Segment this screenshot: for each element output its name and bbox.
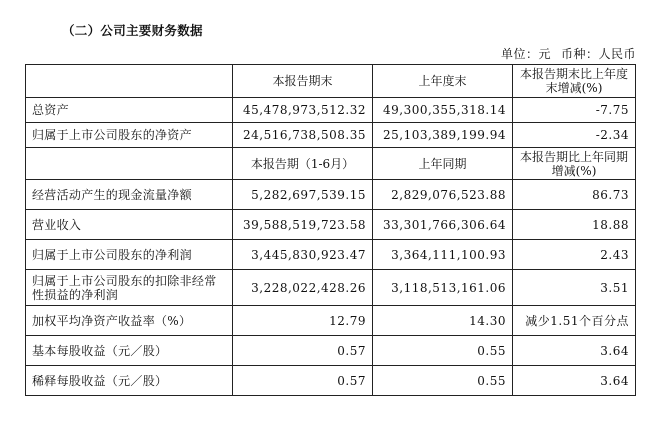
change-value: 减少1.51个百分点	[513, 306, 636, 336]
row-label: 经营活动产生的现金流量净额	[26, 180, 233, 210]
current-value: 45,478,973,512.32	[233, 98, 373, 123]
current-value: 5,282,697,539.15	[233, 180, 373, 210]
current-value: 3,445,830,923.47	[233, 240, 373, 270]
prior-value: 0.55	[373, 336, 513, 366]
financial-data-table	[25, 64, 636, 396]
table-row	[26, 336, 636, 366]
header-change-pct: 本报告期比上年同期增减(%)	[513, 148, 636, 180]
prior-value: 33,301,766,306.64	[373, 210, 513, 240]
header-blank-cell	[26, 148, 233, 180]
section-title: （二）公司主要财务数据	[62, 23, 203, 38]
row-label: 归属于上市公司股东的净利润	[26, 240, 233, 270]
change-value: -2.34	[513, 123, 636, 148]
table-row	[26, 180, 636, 210]
header-prior-year-end: 上年度末	[373, 65, 513, 98]
prior-value: 49,300,355,318.14	[373, 98, 513, 123]
row-label: 加权平均净资产收益率（%）	[26, 306, 233, 336]
table-row	[26, 270, 636, 306]
table-row	[26, 306, 636, 336]
table-row	[26, 98, 636, 123]
current-value: 3,228,022,428.26	[233, 270, 373, 306]
prior-value: 2,829,076,523.88	[373, 180, 513, 210]
row-label: 总资产	[26, 98, 233, 123]
header-row-period-end	[26, 65, 636, 98]
change-value: 18.88	[513, 210, 636, 240]
header-current-period: 本报告期（1-6月）	[233, 148, 373, 180]
row-label: 营业收入	[26, 210, 233, 240]
row-label: 基本每股收益（元／股）	[26, 336, 233, 366]
prior-value: 25,103,389,199.94	[373, 123, 513, 148]
currency-unit: 单位：元	[500, 47, 551, 61]
table-row	[26, 366, 636, 396]
row-label: 归属于上市公司股东的扣除非经常性损益的净利润	[26, 270, 233, 306]
change-value: -7.75	[513, 98, 636, 123]
header-prior-period: 上年同期	[373, 148, 513, 180]
current-value: 0.57	[233, 366, 373, 396]
table-row	[26, 240, 636, 270]
header-row-period	[26, 148, 636, 180]
change-value: 3.51	[513, 270, 636, 306]
header-change-pct: 本报告期末比上年度末增减(%)	[513, 65, 636, 98]
header-blank-cell	[26, 65, 233, 98]
money-type: 币种：人民币	[560, 47, 636, 61]
table-row	[26, 123, 636, 148]
current-value: 12.79	[233, 306, 373, 336]
header-current-period-end: 本报告期末	[233, 65, 373, 98]
change-value: 86.73	[513, 180, 636, 210]
current-value: 0.57	[233, 336, 373, 366]
prior-value: 0.55	[373, 366, 513, 396]
change-value: 2.43	[513, 240, 636, 270]
prior-value: 14.30	[373, 306, 513, 336]
table-row	[26, 210, 636, 240]
prior-value: 3,364,111,100.93	[373, 240, 513, 270]
current-value: 24,516,738,508.35	[233, 123, 373, 148]
unit-line	[501, 45, 636, 62]
row-label: 归属于上市公司股东的净资产	[26, 123, 233, 148]
change-value: 3.64	[513, 336, 636, 366]
change-value: 3.64	[513, 366, 636, 396]
row-label: 稀释每股收益（元／股）	[26, 366, 233, 396]
current-value: 39,588,519,723.58	[233, 210, 373, 240]
prior-value: 3,118,513,161.06	[373, 270, 513, 306]
